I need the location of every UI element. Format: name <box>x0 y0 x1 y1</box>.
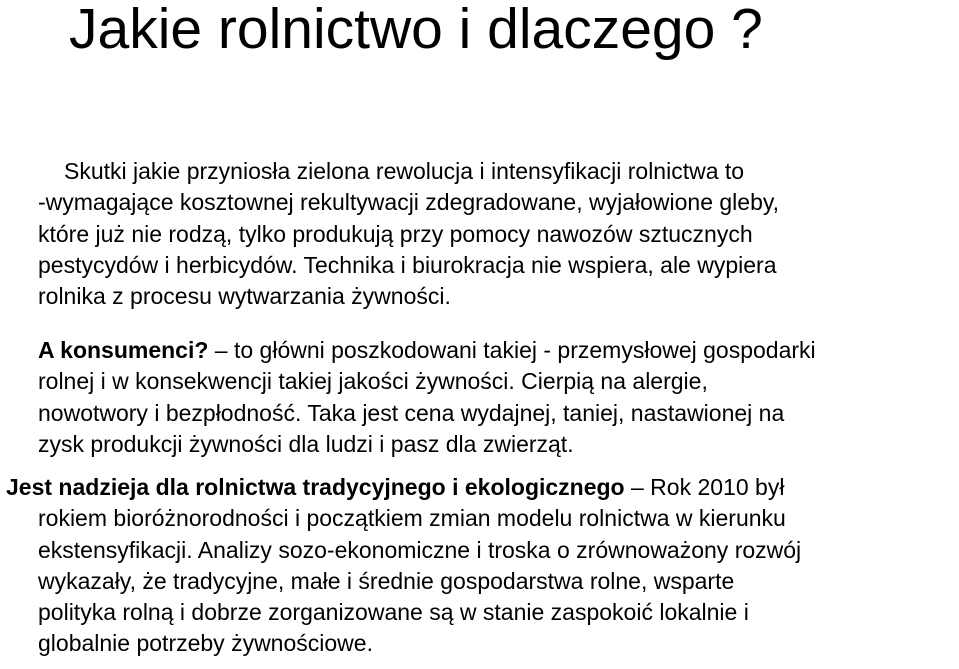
text-line <box>38 335 816 366</box>
text-line: rolnika z procesu wytwarzania żywności. <box>38 283 451 310</box>
text-line: Skutki jakie przyniosła zielona rewolucja i intensyfikacji rolnictwa to <box>64 158 745 184</box>
text-line: zysk produkcji żywności dla ludzi i pasz dla zwierząt. <box>38 430 574 457</box>
text-line: które już nie rodzą, tylko produkują przy pomocy nawozów sztucznych <box>38 220 753 247</box>
paragraph-consumers <box>38 335 816 460</box>
text-line: wykazały, że tradycyjne, małe i średnie gospodarstwa rolne, wsparte <box>38 567 735 594</box>
text-line: rokiem bioróżnorodności i początkiem zmian modelu rolnictwa w kierunku <box>38 505 786 532</box>
text-line: globalnie potrzeby żywnościowe. <box>38 630 373 657</box>
hope-first-rest: – Rok 2010 był <box>624 474 785 500</box>
hope-lead: Jest nadzieja dla rolnictwa tradycyjnego i ekologicznego <box>6 474 625 500</box>
page-title: Jakie rolnictwo i dlaczego ? <box>69 0 763 61</box>
text-line: nowotwory i bezpłodność. Taka jest cena wydajnej, taniej, nastawionej na <box>38 399 785 426</box>
consumers-lead: A konsumenci? <box>38 337 209 363</box>
text-line: -wymagające kosztownej rekultywacji zdegradowane, wyjałowione gleby, <box>38 189 780 216</box>
paragraph-effects <box>38 156 779 312</box>
consumers-first-rest: – to główni poszkodowani takiej - przemysłowej gospodarki <box>208 337 816 363</box>
text-line: pestycydów i herbicydów. Technika i biurokracja nie wspiera, ale wypiera <box>38 251 777 278</box>
text-line <box>6 472 801 503</box>
text-line: rolnej i w konsekwencji takiej jakości żywności. Cierpią na alergie, <box>38 368 708 395</box>
paragraph-hope <box>6 472 801 660</box>
text-line: ekstensyfikacji. Analizy sozo-ekonomiczne i troska o zrównoważony rozwój <box>38 536 802 563</box>
text-line: polityka rolną i dobrze zorganizowane są w stanie zaspokoić lokalnie i <box>38 599 749 626</box>
